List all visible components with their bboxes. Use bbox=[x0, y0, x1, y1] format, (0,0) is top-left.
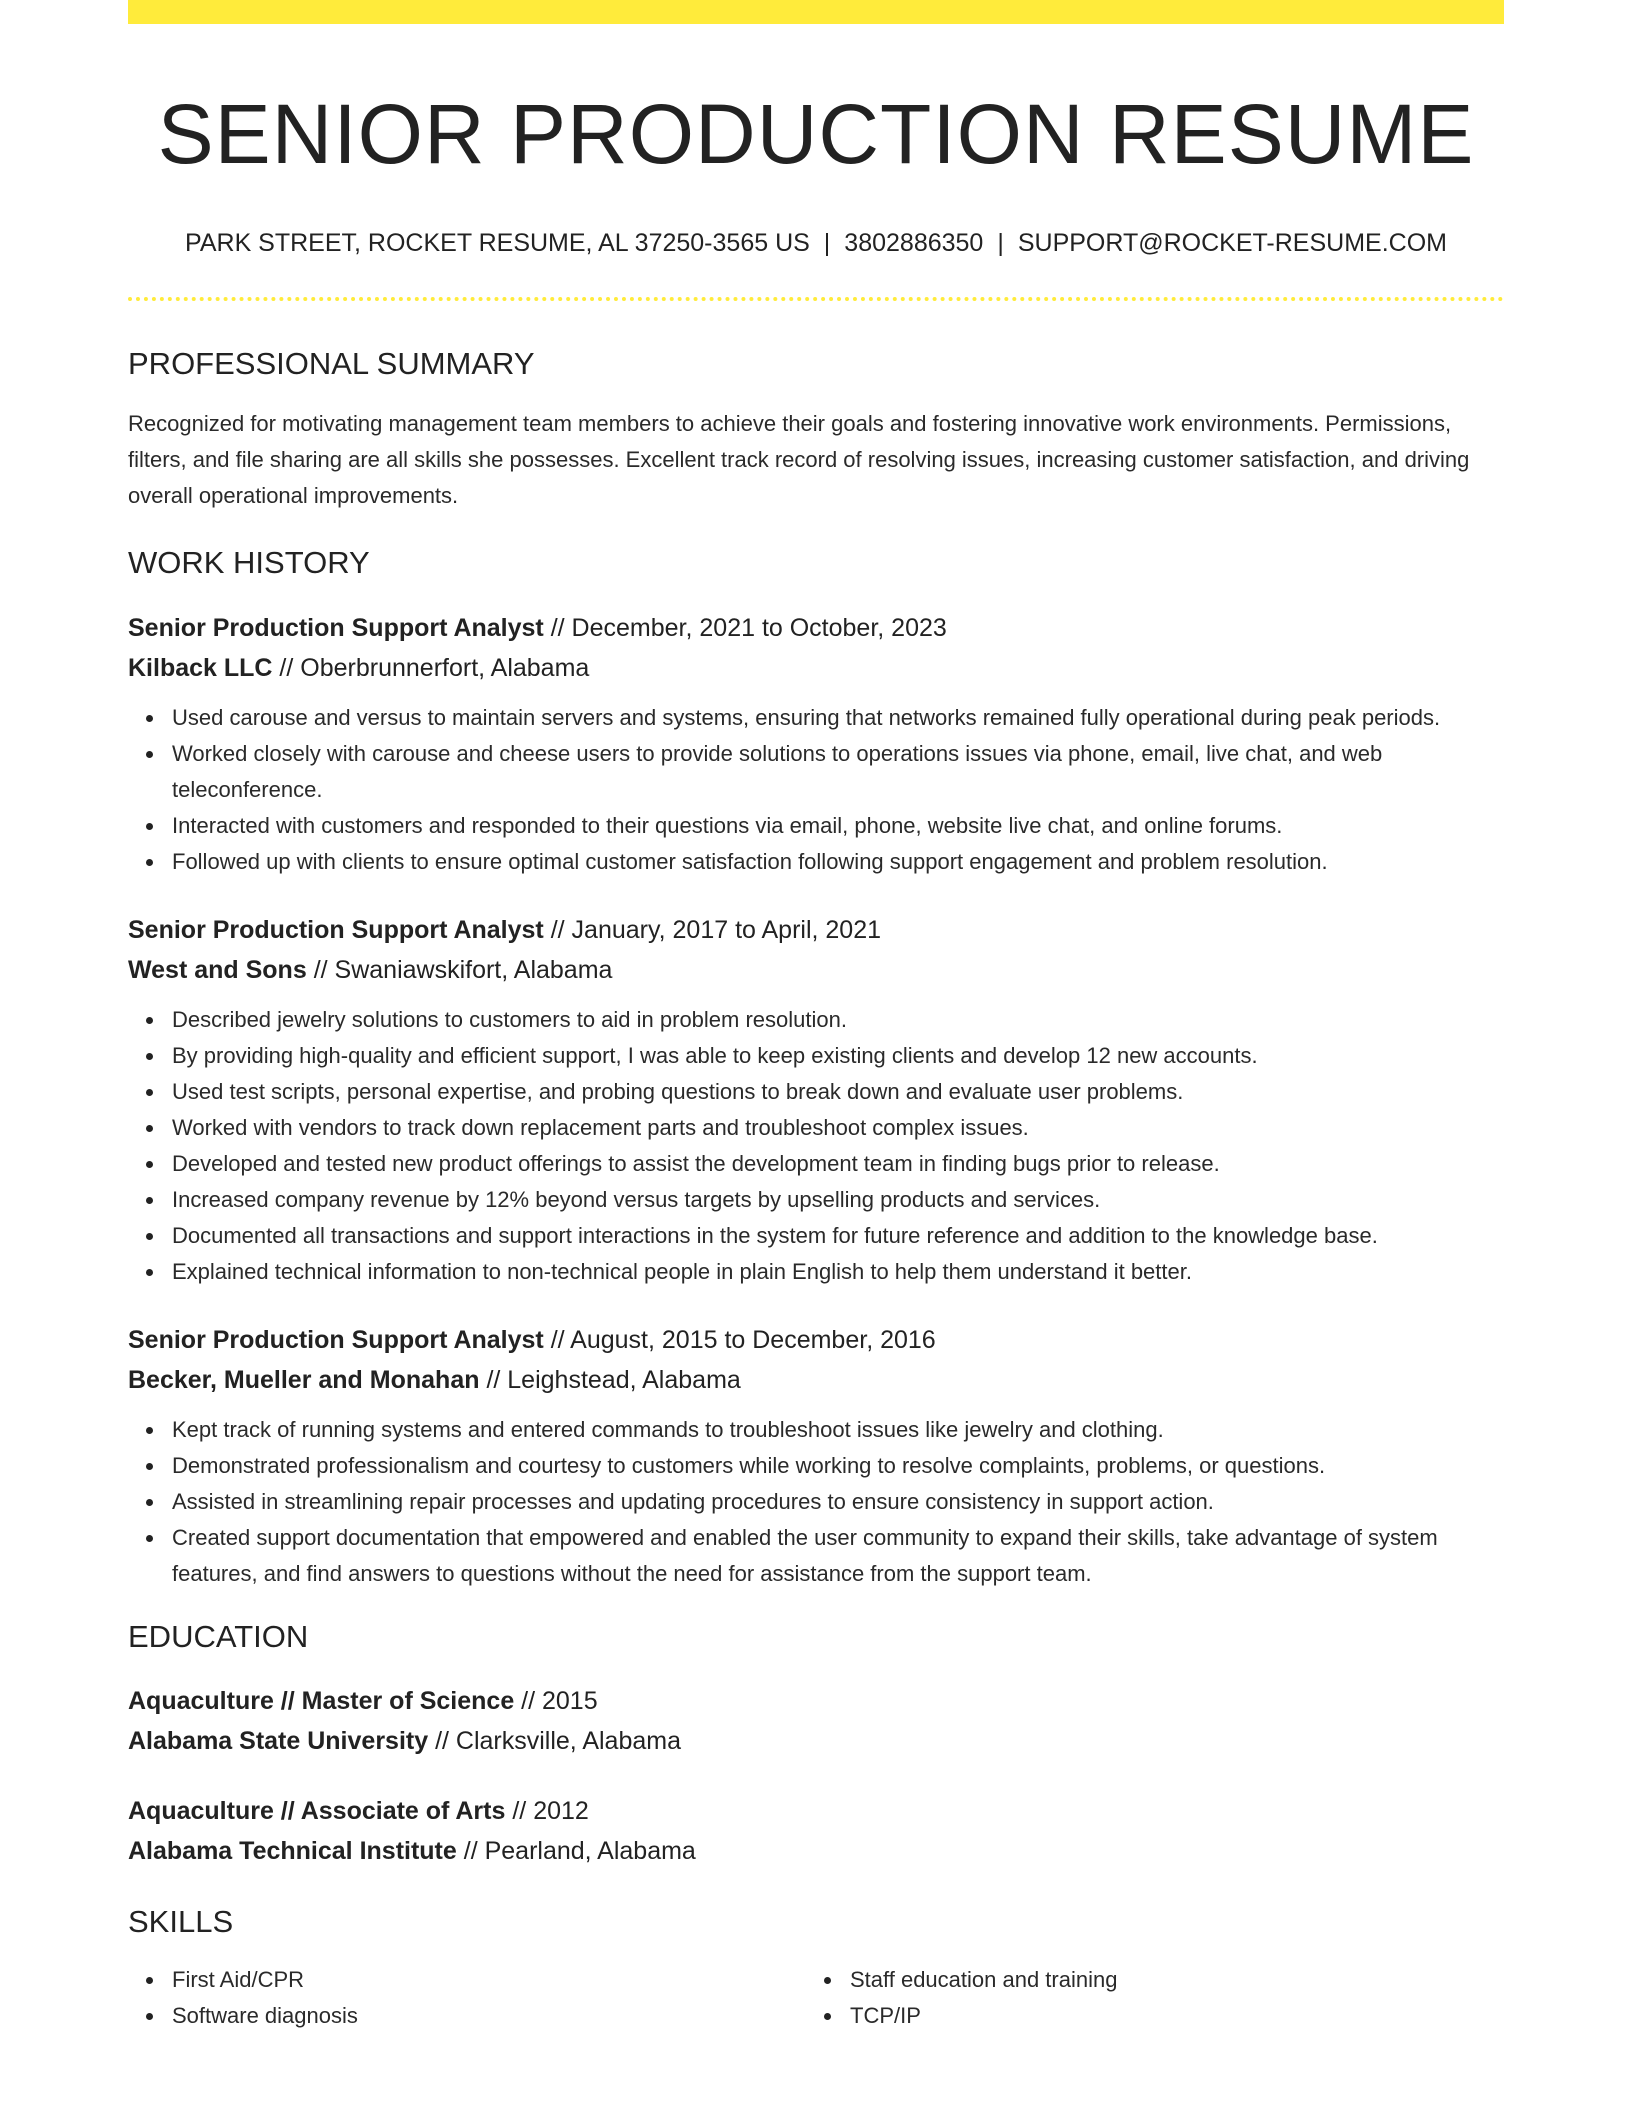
list-item: Increased company revenue by 12% beyond versus targets by upselling products and services. bbox=[172, 1182, 1504, 1218]
job-company-line bbox=[128, 648, 1504, 688]
summary-text: Recognized for motivating management team members to achieve their goals and fostering innovative work environments. Permissions, filters, and file sharing are all skills she possesses. Excellent track record of resolving issues, increasing customer satisfaction, and driving overall operational improvements. bbox=[128, 411, 1470, 509]
contact-email: SUPPORT@ROCKET-RESUME.COM bbox=[1017, 228, 1447, 257]
job-entry bbox=[128, 910, 1504, 1290]
contact-address: PARK STREET, ROCKET RESUME, AL 37250-3565 US bbox=[185, 228, 810, 257]
job-bullets bbox=[128, 1002, 1504, 1290]
resume-page bbox=[128, 0, 1504, 2034]
job-entry bbox=[128, 1320, 1504, 1592]
job-role-line bbox=[128, 608, 1504, 648]
skill-item: TCP/IP bbox=[850, 1998, 1484, 2034]
education-school-line bbox=[128, 1721, 1504, 1761]
list-item: Assisted in streamlining repair processes and updating procedures to ensure consistency in support action. bbox=[172, 1484, 1504, 1520]
job-company-line bbox=[128, 1360, 1504, 1400]
skill-item: Software diagnosis bbox=[172, 1998, 806, 2034]
job-location: // Oberbrunnerfort, Alabama bbox=[272, 653, 590, 682]
list-item: Explained technical information to non-technical people in plain English to help them understand it better. bbox=[172, 1254, 1504, 1290]
education-degree-line bbox=[128, 1791, 1504, 1831]
list-item: Used test scripts, personal expertise, and probing questions to break down and evaluate user problems. bbox=[172, 1074, 1504, 1110]
education-entry bbox=[128, 1791, 1504, 1871]
contact-line bbox=[128, 227, 1504, 260]
job-role-line bbox=[128, 1320, 1504, 1360]
list-item: Worked with vendors to track down replacement parts and troubleshoot complex issues. bbox=[172, 1110, 1504, 1146]
job-entry bbox=[128, 608, 1504, 880]
resume-title: SENIOR PRODUCTION RESUME bbox=[157, 87, 1475, 181]
contact-separator: | bbox=[823, 228, 831, 257]
skills-grid bbox=[128, 1962, 1504, 2034]
job-bullets bbox=[128, 700, 1504, 880]
job-company: Becker, Mueller and Monahan bbox=[128, 1365, 480, 1394]
skills-heading: SKILLS bbox=[128, 1903, 234, 1939]
list-item: Followed up with clients to ensure optimal customer satisfaction following support engagement and problem resolution. bbox=[172, 844, 1504, 880]
education-location: // Clarksville, Alabama bbox=[428, 1726, 681, 1755]
job-company: Kilback LLC bbox=[128, 653, 273, 682]
job-company-line bbox=[128, 950, 1504, 990]
list-item: Demonstrated professionalism and courtesy to customers while working to resolve complaints, problems, or questions. bbox=[172, 1448, 1504, 1484]
job-location: // Leighstead, Alabama bbox=[479, 1365, 741, 1394]
job-company: West and Sons bbox=[128, 955, 307, 984]
education-school: Alabama Technical Institute bbox=[128, 1836, 457, 1865]
job-dates: // August, 2015 to December, 2016 bbox=[543, 1325, 936, 1354]
skill-item: Staff education and training bbox=[850, 1962, 1484, 1998]
list-item: Kept track of running systems and entered commands to troubleshoot issues like jewelry and clothing. bbox=[172, 1412, 1504, 1448]
list-item: By providing high-quality and efficient support, I was able to keep existing clients and develop 12 new accounts. bbox=[172, 1038, 1504, 1074]
education-school-line bbox=[128, 1831, 1504, 1871]
education-entry bbox=[128, 1681, 1504, 1761]
top-accent-bar bbox=[128, 0, 1504, 24]
job-dates: // December, 2021 to October, 2023 bbox=[543, 613, 947, 642]
list-item: Worked closely with carouse and cheese users to provide solutions to operations issues via phone, email, live chat, and web teleconference. bbox=[172, 736, 1504, 808]
education-degree-line bbox=[128, 1681, 1504, 1721]
education-location: // Pearland, Alabama bbox=[456, 1836, 696, 1865]
dotted-divider bbox=[128, 297, 1504, 301]
list-item: Used carouse and versus to maintain servers and systems, ensuring that networks remained fully operational during peak periods. bbox=[172, 700, 1504, 736]
job-role: Senior Production Support Analyst bbox=[128, 915, 544, 944]
job-bullets bbox=[128, 1412, 1504, 1592]
job-location: // Swaniawskifort, Alabama bbox=[306, 955, 613, 984]
skills-column-right bbox=[806, 1962, 1484, 2034]
education-year: // 2015 bbox=[514, 1686, 598, 1715]
skills-column-left bbox=[128, 1962, 806, 2034]
list-item: Interacted with customers and responded to their questions via email, phone, website live chat, and online forums. bbox=[172, 808, 1504, 844]
job-role: Senior Production Support Analyst bbox=[128, 613, 544, 642]
contact-phone: 3802886350 bbox=[844, 228, 984, 257]
education-degree: Aquaculture // Associate of Arts bbox=[128, 1796, 506, 1825]
list-item: Created support documentation that empowered and enabled the user community to expand their skills, take advantage of system features, and find answers to questions without the need for assistance from the support team. bbox=[172, 1520, 1504, 1592]
work-history-heading: WORK HISTORY bbox=[128, 545, 370, 581]
summary-heading: PROFESSIONAL SUMMARY bbox=[128, 346, 535, 382]
contact-separator: | bbox=[997, 228, 1004, 257]
skill-item: First Aid/CPR bbox=[172, 1962, 806, 1998]
job-role: Senior Production Support Analyst bbox=[128, 1325, 544, 1354]
job-dates: // January, 2017 to April, 2021 bbox=[543, 915, 882, 944]
list-item: Described jewelry solutions to customers to aid in problem resolution. bbox=[172, 1002, 1504, 1038]
education-school: Alabama State University bbox=[128, 1726, 429, 1755]
education-degree: Aquaculture // Master of Science bbox=[128, 1686, 515, 1715]
education-heading: EDUCATION bbox=[128, 1618, 309, 1654]
list-item: Developed and tested new product offerings to assist the development team in finding bugs prior to release. bbox=[172, 1146, 1504, 1182]
education-year: // 2012 bbox=[505, 1796, 589, 1825]
job-role-line bbox=[128, 910, 1504, 950]
list-item: Documented all transactions and support interactions in the system for future reference and addition to the knowledge base. bbox=[172, 1218, 1504, 1254]
